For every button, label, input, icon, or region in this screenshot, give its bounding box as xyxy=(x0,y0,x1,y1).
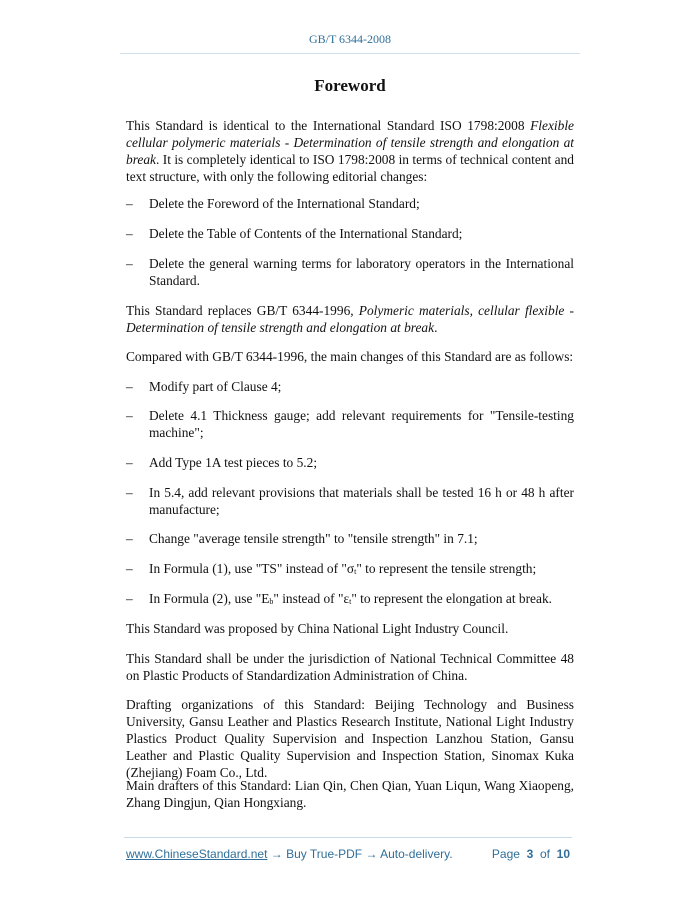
of-label: of xyxy=(539,847,550,861)
list-item xyxy=(126,255,574,289)
text: " to represent the elongation at break. xyxy=(351,591,552,606)
item-text: Delete the Table of Contents of the International Standard; xyxy=(149,226,463,241)
dash: – xyxy=(126,408,133,423)
dash: – xyxy=(126,561,133,576)
text: . It is completely identical to ISO 1798:2008 in terms of technical content and text structure, with only the following editorial changes: xyxy=(126,152,574,184)
list-item xyxy=(126,407,574,441)
text: In Formula (2), use "E xyxy=(149,591,270,606)
text: . xyxy=(434,320,438,335)
page-number: 3 xyxy=(526,847,534,861)
header-code: GB/T 6344-2008 xyxy=(308,32,392,46)
item-text xyxy=(149,590,574,607)
paragraph-changes-intro: Compared with GB/T 6344-1996, the main changes of this Standard are as follows: xyxy=(126,349,574,364)
subscript: b xyxy=(269,597,274,606)
list-item xyxy=(126,225,574,242)
footer-text: → Buy True-PDF → Auto-delivery. xyxy=(267,847,453,861)
item-text: Change "average tensile strength" to "tensile strength" in 7.1; xyxy=(149,531,478,546)
iso-title: Flexible cellular polymeric materials - Determination of tensile strength and elongation at break xyxy=(126,118,574,167)
text: " instead of "ε xyxy=(273,591,350,606)
dash: – xyxy=(126,379,133,394)
subscript: t xyxy=(354,567,357,576)
list-item xyxy=(126,560,574,577)
list-item xyxy=(126,590,574,607)
dash: – xyxy=(126,256,133,271)
dash: – xyxy=(126,531,133,546)
text: This Standard replaces GB/T 6344-1996, xyxy=(126,303,359,318)
old-title: Polymeric materials, cellular flexible - Determination of tensile strength and elongation at break xyxy=(126,303,574,335)
item-text: Delete 4.1 Thickness gauge; add relevant requirements for "Tensile-testing machine"; xyxy=(149,408,574,440)
item-text xyxy=(149,560,574,577)
paragraph-drafters: Main drafters of this Standard: Lian Qin, Chen Qian, Yuan Liqun, Wang Xiaopeng, Zhang Dingjun, Qian Hongxiang. xyxy=(126,778,574,810)
list-item xyxy=(126,454,574,471)
dash: – xyxy=(126,455,133,470)
paragraph-replaces xyxy=(126,302,574,336)
item-text: Modify part of Clause 4; xyxy=(149,379,282,394)
list-item xyxy=(126,195,574,212)
item-text: Delete the Foreword of the International Standard; xyxy=(149,196,420,211)
list-item xyxy=(126,378,574,395)
page-label: Page xyxy=(491,847,520,861)
paragraph-drafting-orgs: Drafting organizations of this Standard: Beijing Technology and Business University, Gansu Leather and Plastics Research Institute, National Light Industry Plastics Product Quality Supervision and Inspection Lanzhou Station, Gansu Leather and Plastic Quality Supervision and Inspection Station, Sinomax Kuka (Zhejiang) Foam Co., Ltd. xyxy=(126,697,574,780)
header-rule xyxy=(120,53,580,54)
dash: – xyxy=(126,196,133,211)
item-text: In 5.4, add relevant provisions that materials shall be tested 16 h or 48 h after manufacture; xyxy=(149,485,574,517)
text: " to represent the tensile strength; xyxy=(356,561,537,576)
list-item xyxy=(126,484,574,518)
text: This Standard is identical to the International Standard ISO 1798:2008 xyxy=(126,118,531,133)
page-indicator xyxy=(492,847,570,861)
text: In Formula (1), use "TS" instead of "σ xyxy=(149,561,355,576)
page-total: 10 xyxy=(556,847,570,861)
footer xyxy=(126,847,574,861)
dash: – xyxy=(126,591,133,606)
dash: – xyxy=(126,485,133,500)
item-text: Delete the general warning terms for laboratory operators in the International Standard. xyxy=(149,256,574,288)
dash: – xyxy=(126,226,133,241)
paragraph-intro xyxy=(126,117,574,185)
item-text: Add Type 1A test pieces to 5.2; xyxy=(149,455,318,470)
page-title: Foreword xyxy=(314,76,386,95)
paragraph-jurisdiction: This Standard shall be under the jurisdiction of National Technical Committee 48 on Plastic Products of Standardization Administration of China. xyxy=(126,651,574,683)
subscript: t xyxy=(349,597,352,606)
paragraph-proposed: This Standard was proposed by China National Light Industry Council. xyxy=(126,621,509,636)
list-item xyxy=(126,530,574,547)
footer-rule xyxy=(124,837,572,838)
website-link[interactable]: www.ChineseStandard.net xyxy=(126,847,268,861)
